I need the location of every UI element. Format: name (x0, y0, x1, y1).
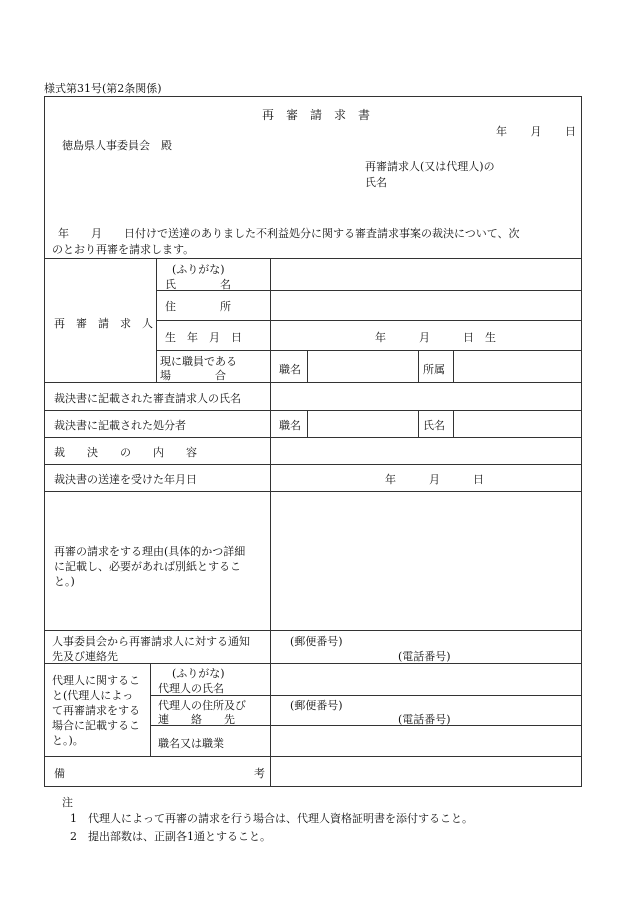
birth-label: 生 年 月 日 (165, 331, 242, 344)
date-month-label: 月 (530, 125, 542, 138)
rule (418, 410, 419, 437)
disposer-name-label: 氏名 (423, 419, 445, 432)
rule (418, 350, 419, 382)
requester-label: 再審請求人(又は代理人)の (365, 160, 495, 173)
current-staff-label-1: 現に職員である (160, 355, 237, 368)
address-field[interactable] (271, 291, 581, 319)
name-label: 氏 名 (165, 278, 231, 291)
intro-line-2: のとおり再審を請求します。 (52, 243, 195, 256)
reason-label-3: と。) (54, 575, 75, 588)
rule (156, 258, 157, 382)
agent-job-label: 職名又は職業 (158, 737, 224, 750)
addressee: 徳島県人事委員会 殿 (62, 139, 172, 152)
name-field[interactable] (271, 259, 581, 289)
form-number: 様式第31号(第2条関係) (44, 82, 162, 95)
address-label: 住 所 (165, 300, 231, 313)
agent-job-field[interactable] (271, 726, 581, 755)
department-field[interactable] (454, 351, 581, 381)
agent-postal-label: (郵便番号) (290, 699, 343, 712)
remarks-label-left: 備 (54, 767, 65, 780)
job-title-label: 職名 (279, 363, 301, 376)
reason-field[interactable] (271, 492, 581, 629)
agent-address-label-2: 連 絡 先 (158, 713, 235, 726)
agent-phone-label: (電話番号) (398, 713, 451, 726)
department-label: 所属 (423, 363, 445, 376)
notice-label-1: 人事委員会から再審請求人に対する通知 (52, 635, 250, 648)
requester-name-label: 氏名 (365, 176, 387, 189)
rule (150, 663, 151, 756)
rule (307, 410, 308, 437)
rule (44, 630, 582, 631)
agent-group-label-5: と。)。 (52, 734, 84, 747)
delivery-date-label: 裁決書の送達を受けた年月日 (54, 473, 197, 486)
form-title: 再 審 請 求 書 (262, 108, 371, 122)
decision-disposer-label: 裁決書に記載された処分者 (54, 419, 186, 432)
agent-group-label-4: 場合に記載するこ (52, 719, 140, 732)
phone-label: (電話番号) (398, 650, 451, 663)
rule (44, 464, 582, 465)
remarks-field[interactable] (271, 757, 581, 786)
reason-label-1: 再審の請求をする理由(具体的かつ詳細 (54, 545, 246, 558)
agent-group-label-1: 代理人に関するこ (52, 674, 140, 687)
reason-label-2: に記載し、必要があれば別紙とするこ (54, 560, 241, 573)
remarks-label-right: 考 (254, 767, 265, 780)
date-day-label: 日 (565, 125, 576, 138)
note-item-1: 1 代理人によって再審の請求を行う場合は、代理人資格証明書を添付すること。 (70, 812, 473, 825)
date-year-label: 年 (496, 125, 507, 138)
notice-label-2: 先及び連絡先 (52, 650, 118, 663)
intro-line-1: 年 月 日付けで送達のありました不利益処分に関する審査請求事案の裁決について、次 (58, 227, 520, 240)
agent-group-label-3: て再審請求をする (52, 704, 140, 717)
agent-address-label-1: 代理人の住所及び (158, 699, 246, 712)
birth-value: 年 月 日 生 (375, 331, 496, 344)
notes-heading: 注 (62, 796, 73, 809)
current-staff-label-2: 場 合 (160, 369, 226, 382)
rule (44, 663, 582, 664)
postal-label: (郵便番号) (290, 635, 343, 648)
agent-name-label: 代理人の氏名 (158, 682, 224, 695)
rule (453, 410, 454, 437)
decision-content-label: 裁 決 の 内 容 (54, 446, 197, 459)
decision-name-label: 裁決書に記載された審査請求人の氏名 (54, 392, 241, 405)
furigana-label: (ふりがな) (172, 263, 225, 276)
disposer-job-label: 職名 (279, 419, 301, 432)
decision-name-field[interactable] (271, 383, 581, 409)
rule (156, 320, 582, 321)
agent-group-label-2: と(代理人によっ (52, 689, 134, 702)
decision-content-field[interactable] (271, 438, 581, 463)
rule (44, 410, 582, 411)
agent-furigana-label: (ふりがな) (172, 667, 225, 680)
delivery-date-value: 年 月 日 (385, 473, 484, 486)
job-title-field[interactable] (308, 351, 417, 381)
note-item-2: 2 提出部数は、正副各1通とすること。 (70, 830, 271, 843)
date-line (496, 123, 576, 139)
requester-group-label: 再 審 請 求 人 (54, 317, 153, 330)
